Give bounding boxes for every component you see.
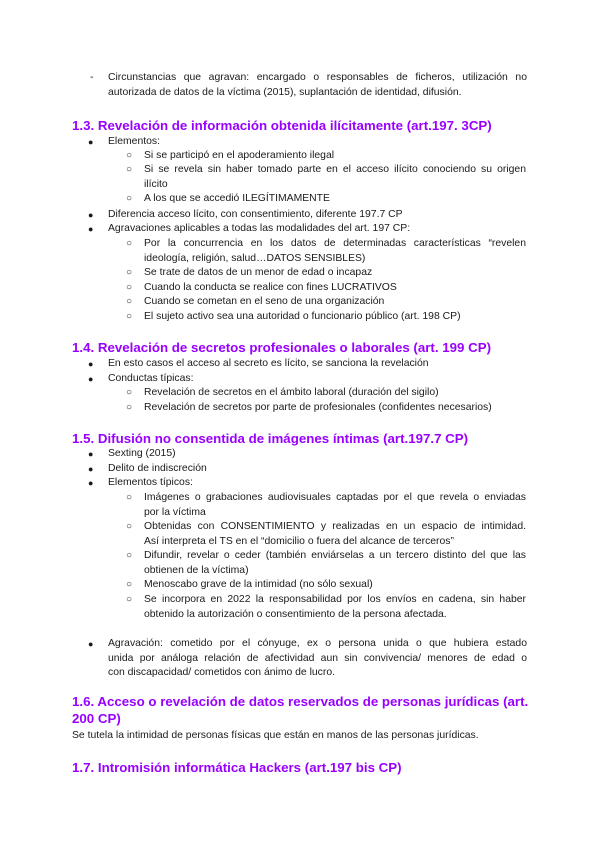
s15-agravacion-line-2: unida por análoga relación de afectividad aun sin convivencia/ menores de edad o [108, 652, 527, 664]
s15-sub1-line-1: Imágenes o grabaciones audiovisuales captadas por el que revela o enviadas [144, 492, 526, 503]
s16-text: Se tutela la intimidad de personas físicas que están en manos de las personas jurídicas. [72, 730, 479, 741]
s13-sub3: A los que se accedió ILEGÍTIMAMENTE [144, 193, 330, 204]
circle-bullet-icon: ○ [126, 387, 133, 398]
circle-bullet-icon: ○ [126, 150, 133, 161]
s13-agravaciones: Agravaciones aplicables a todas las modalidades del art. 197 CP: [108, 223, 411, 234]
heading-1-4: 1.4. Revelación de secretos profesionales o laborales (art. 199 CP) [72, 340, 492, 355]
circle-bullet-icon: ○ [126, 282, 133, 293]
s15-sub5-line-1: Se incorpora en 2022 la responsabilidad por los envíos en cadena, sin haber [144, 594, 526, 605]
s15-sub2-line-2: Así interpreta el TS en el “domicilio o fuera del alcance de terceros” [144, 535, 454, 547]
s15-sub2-line-1: Obtenidas con CONSENTIMIENTO y realizadas en un espacio de intimidad. [144, 521, 526, 532]
s13-ag2: Se trate de datos de un menor de edad o incapaz [144, 267, 373, 278]
bullet-dot-icon: ● [88, 210, 94, 220]
s14-sub2: Revelación de secretos por parte de profesionales (confidentes necesarios) [144, 402, 492, 413]
s13-sub2-line-2: ilícito [144, 178, 168, 190]
heading-1-5: 1.5. Difusión no consentida de imágenes íntimas (art.197.7 CP) [72, 431, 469, 446]
s13-sub2-line-1: Si se revela sin haber tomado parte en el acceso ilícito conociendo su origen [144, 164, 526, 175]
s15-sub4: Menoscabo grave de la intimidad (no sólo sexual) [144, 579, 373, 590]
circle-bullet-icon: ○ [126, 193, 133, 204]
bullet-dot-icon: ● [88, 478, 94, 488]
s13-ag1-line-2: ideología, religión, salud…DATOS SENSIBLES) [144, 252, 366, 264]
heading-1-6 [72, 693, 527, 727]
circle-bullet-icon: ○ [126, 238, 133, 249]
s13-elementos: Elementos: [108, 136, 160, 147]
s15-agravacion-line-3: con discapacidad/ cometidos con ánimo de lucro. [108, 667, 335, 679]
s15-sub5-line-2: obtenido la autorización o consentimiento de la persona afectada. [144, 608, 447, 620]
s15-b2: Delito de indiscreción [108, 463, 207, 474]
circle-bullet-icon: ○ [126, 550, 133, 561]
s14-sub1: Revelación de secretos en el ámbito laboral (duración del sigilo) [144, 387, 439, 398]
s13-ag1 [144, 237, 526, 266]
s13-ag3: Cuando la conducta se realice con fines LUCRATIVOS [144, 282, 397, 293]
bullet-dot-icon: ● [88, 639, 94, 649]
heading-1-6-line-1: 1.6. Acceso o revelación de datos reservados de personas jurídicas (art. [72, 694, 529, 709]
s13-sub2 [144, 163, 526, 192]
circle-bullet-icon: ○ [126, 594, 133, 605]
bullet-dot-icon: ● [88, 359, 94, 369]
circle-bullet-icon: ○ [126, 311, 133, 322]
intro-line-1: Circunstancias que agravan: encargado o responsables de ficheros, utilización no [108, 72, 527, 83]
s13-diferencia: Diferencia acceso lícito, con consentimiento, diferente 197.7 CP [108, 209, 403, 220]
s15-sub3 [144, 549, 526, 578]
s15-agravacion [108, 637, 527, 681]
bullet-dot-icon: ● [88, 464, 94, 474]
s15-sub5 [144, 593, 526, 622]
heading-1-3: 1.3. Revelación de información obtenida ilícitamente (art.197. 3CP) [72, 118, 492, 133]
circle-bullet-icon: ○ [126, 402, 133, 413]
s14-b2: Conductas típicas: [108, 373, 194, 384]
intro-item [108, 71, 527, 100]
s13-sub1: Si se participó en el apoderamiento ilegal [144, 150, 335, 161]
heading-1-7: 1.7. Intromisión informática Hackers (art.197 bis CP) [72, 760, 402, 775]
circle-bullet-icon: ○ [126, 492, 133, 503]
bullet-dot-icon: ● [88, 224, 94, 234]
s15-b3: Elementos típicos: [108, 477, 193, 488]
heading-1-6-line-2: 200 CP) [72, 711, 121, 726]
bullet-dot-icon: ● [88, 374, 94, 384]
s13-ag1-line-1: Por la concurrencia en los datos de determinadas características “revelen [144, 238, 526, 249]
s15-sub1-line-2: por la víctima [144, 506, 206, 518]
circle-bullet-icon: ○ [126, 521, 133, 532]
bullet-dot-icon: ● [88, 449, 94, 459]
s14-b1: En esto casos el acceso al secreto es lícito, se sanciona la revelación [108, 358, 429, 369]
s15-sub3-line-1: Difundir, revelar o ceder (también enviárselas a un tercero distinto del que las [144, 550, 526, 561]
s15-sub2 [144, 520, 526, 549]
circle-bullet-icon: ○ [126, 267, 133, 278]
s15-sub3-line-2: obtienen de la víctima) [144, 564, 249, 576]
s13-ag5: El sujeto activo sea una autoridad o funcionario público (art. 198 CP) [144, 311, 461, 322]
dash-bullet: - [90, 72, 94, 83]
s15-b1: Sexting (2015) [108, 448, 176, 459]
circle-bullet-icon: ○ [126, 164, 133, 175]
circle-bullet-icon: ○ [126, 296, 133, 307]
s15-agravacion-line-1: Agravación: cometido por el cónyuge, ex o persona unida o que hubiera estado [108, 638, 527, 649]
s15-sub1 [144, 491, 526, 520]
circle-bullet-icon: ○ [126, 579, 133, 590]
s13-ag4: Cuando se cometan en el seno de una organización [144, 296, 385, 307]
intro-line-2: autorizada de datos de la víctima (2015), suplantación de identidad, difusión. [108, 86, 462, 98]
bullet-dot-icon: ● [88, 137, 94, 147]
